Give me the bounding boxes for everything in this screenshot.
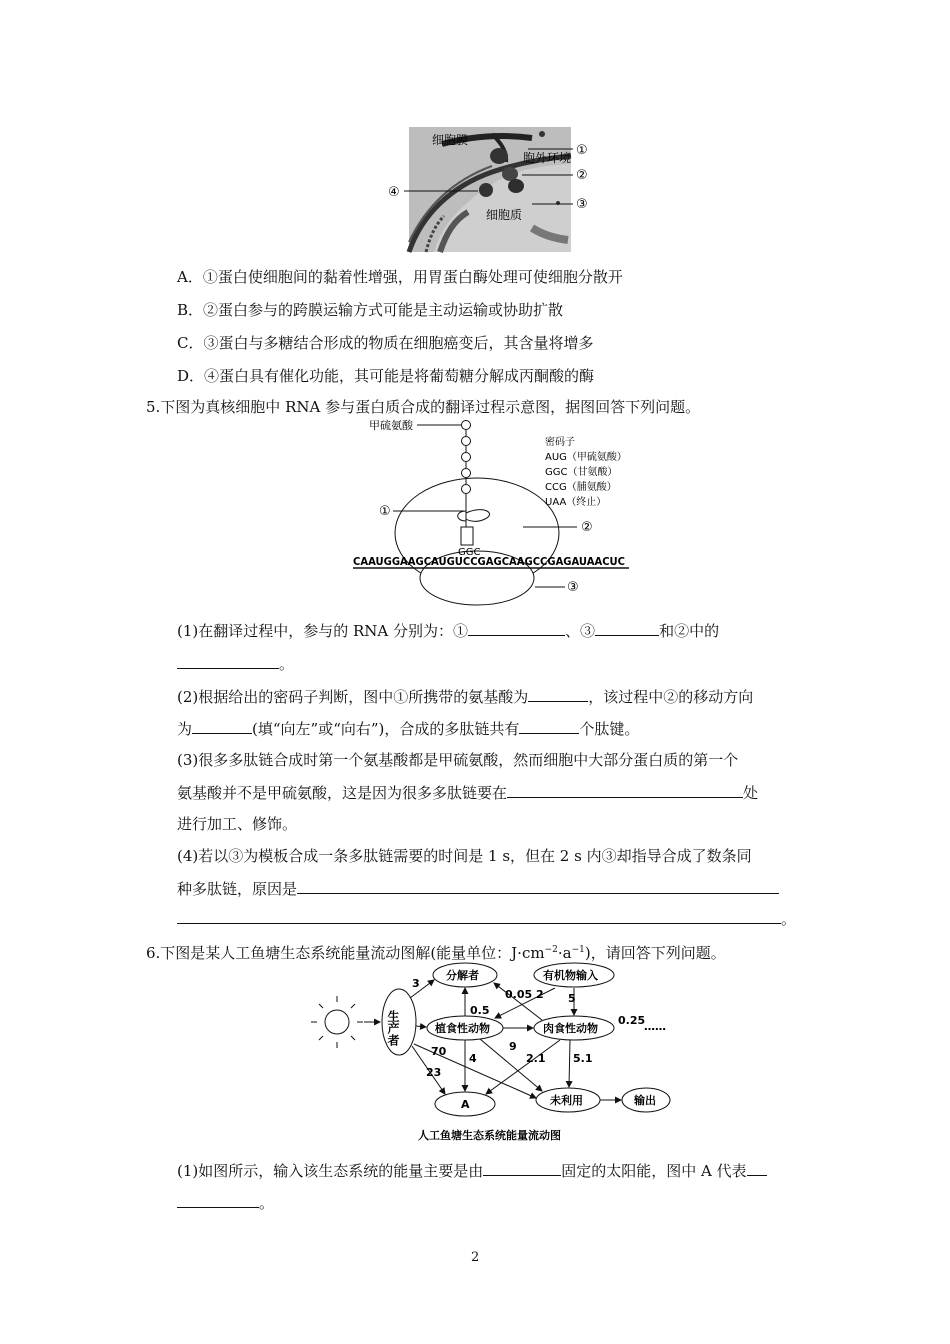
node-producer: 生产者: [386, 1010, 400, 1046]
q5-stem: 5.下图为真核细胞中 RNA 参与蛋白质合成的翻译过程示意图，据图回答下列问题。: [146, 398, 701, 416]
q5-p3-line2: 氨基酸并不是甲硫氨酸，这是因为很多多肽链要在 处: [177, 784, 759, 802]
q5-p2-line1: (2)根据给出的密码子判断，图中①所携带的氨基酸为 ，该过程中②的移动方向: [177, 688, 754, 706]
label-cytoplasm: 细胞质: [486, 208, 523, 222]
value-label: 0.25: [618, 1014, 646, 1027]
value-label: 5: [568, 992, 576, 1005]
marker-1: ①: [576, 143, 588, 158]
value-label: 3: [412, 977, 420, 990]
answer-blank[interactable]: [747, 1160, 767, 1176]
answer-blank[interactable]: [595, 620, 659, 636]
q5-p3-line3: 进行加工、修饰。: [177, 815, 298, 833]
marker-3: ③: [567, 580, 579, 595]
value-label: 70: [431, 1045, 447, 1058]
value-label: 9: [509, 1040, 517, 1053]
codon-4: UAA（终止）: [545, 497, 607, 508]
marker-2: ②: [576, 168, 588, 183]
q5-p4-line1: (4)若以③为模板合成一条多肽链需要的时间是 1 s，但在 2 s 内③却指导合成了数条同: [177, 847, 752, 865]
codon-title: 密码子: [545, 437, 575, 448]
codon-2: GGC（甘氨酸）: [545, 467, 618, 478]
option-a: A．①蛋白使细胞间的黏着性增强，用胃蛋白酶处理可使细胞分散开: [177, 268, 623, 286]
node-decomposer: 分解者: [446, 969, 479, 982]
sun-icon: [311, 996, 363, 1048]
codon-3: CCG（脯氨酸）: [545, 482, 617, 493]
answer-blank[interactable]: [297, 878, 779, 894]
q6-p1-line1: (1)如图所示，输入该生态系统的能量主要是由 固定的太阳能，图中 A 代表: [177, 1160, 767, 1181]
anticodon: GGC: [458, 547, 481, 558]
value-label: 2.1: [526, 1052, 546, 1065]
marker-2: ②: [581, 520, 593, 535]
node-carnivore: 肉食性动物: [543, 1022, 598, 1035]
value-label: 2: [536, 988, 544, 1001]
codon-1: AUG（甲硫氨酸）: [545, 452, 627, 463]
value-label: 4: [469, 1052, 477, 1065]
option-b: B．②蛋白参与的跨膜运输方式可能是主动运输或协助扩散: [177, 301, 564, 319]
q5-p1-line2: 。: [177, 653, 294, 674]
q5-p4-line2: 种多肽链，原因是: [177, 878, 779, 899]
answer-blank[interactable]: [519, 718, 579, 734]
answer-blank[interactable]: [177, 653, 279, 669]
label-cell-membrane: 细胞膜: [432, 133, 469, 147]
q6-p1-line2: 。: [177, 1192, 274, 1213]
node-a: A: [461, 1098, 470, 1111]
mrna-sequence: CAAUGGAAGCAUGUCCGAGCAAGCCGAGAUAACUC: [353, 556, 626, 568]
energy-flow-figure: [310, 958, 690, 1148]
value-label: 23: [426, 1066, 442, 1079]
q6-stem: 6.下图是某人工鱼塘生态系统能量流动图解(能量单位：$J\cdot cm^{-2}\cdot a^{-1}$)，请回答下列问题。: [146, 944, 726, 962]
answer-blank[interactable]: [507, 782, 743, 798]
option-d: D．④蛋白具有催化功能，其可能是将葡萄糖分解成丙酮酸的酶: [177, 367, 595, 385]
answer-blank[interactable]: [468, 620, 565, 636]
figure-caption: 人工鱼塘生态系统能量流动图: [418, 1129, 561, 1142]
node-herbivore: 植食性动物: [435, 1022, 490, 1035]
marker-1: ①: [379, 504, 391, 519]
answer-blank[interactable]: [528, 686, 588, 702]
node-output: 输出: [634, 1094, 656, 1107]
q5-p4-line3: 。: [177, 908, 796, 929]
answer-blank[interactable]: [192, 718, 252, 734]
value-label: 5.1: [573, 1052, 593, 1065]
node-organic-input: 有机物输入: [543, 969, 598, 982]
marker-4: ④: [388, 185, 400, 200]
page-number: 2: [471, 1250, 480, 1265]
answer-blank[interactable]: [177, 908, 781, 924]
label-extracellular: 胞外环境: [523, 151, 572, 165]
value-label: 0.5: [470, 1004, 490, 1017]
q5-p3-line1: (3)很多多肽链合成时第一个氨基酸都是甲硫氨酸，然而细胞中大部分蛋白质的第一个: [177, 751, 739, 769]
value-label: 0.05: [505, 988, 533, 1001]
node-unused: 未利用: [550, 1094, 583, 1107]
answer-blank[interactable]: [483, 1160, 561, 1176]
option-c: C．③蛋白与多糖结合形成的物质在细胞癌变后，其含量将增多: [177, 334, 594, 352]
marker-3: ③: [576, 197, 588, 212]
q5-p1-line1: (1)在翻译过程中，参与的 RNA 分别为：① 、③ 和②中的: [177, 622, 720, 640]
q5-p2-line2: 为 (填“向左”或“向右”)，合成的多肽链共有 个肽键。: [177, 720, 640, 738]
answer-blank[interactable]: [177, 1192, 259, 1208]
translation-figure: [345, 415, 635, 610]
cell-membrane-figure: [382, 124, 598, 254]
value-label: ……: [644, 1020, 666, 1033]
label-met: 甲硫氨酸: [369, 419, 413, 432]
